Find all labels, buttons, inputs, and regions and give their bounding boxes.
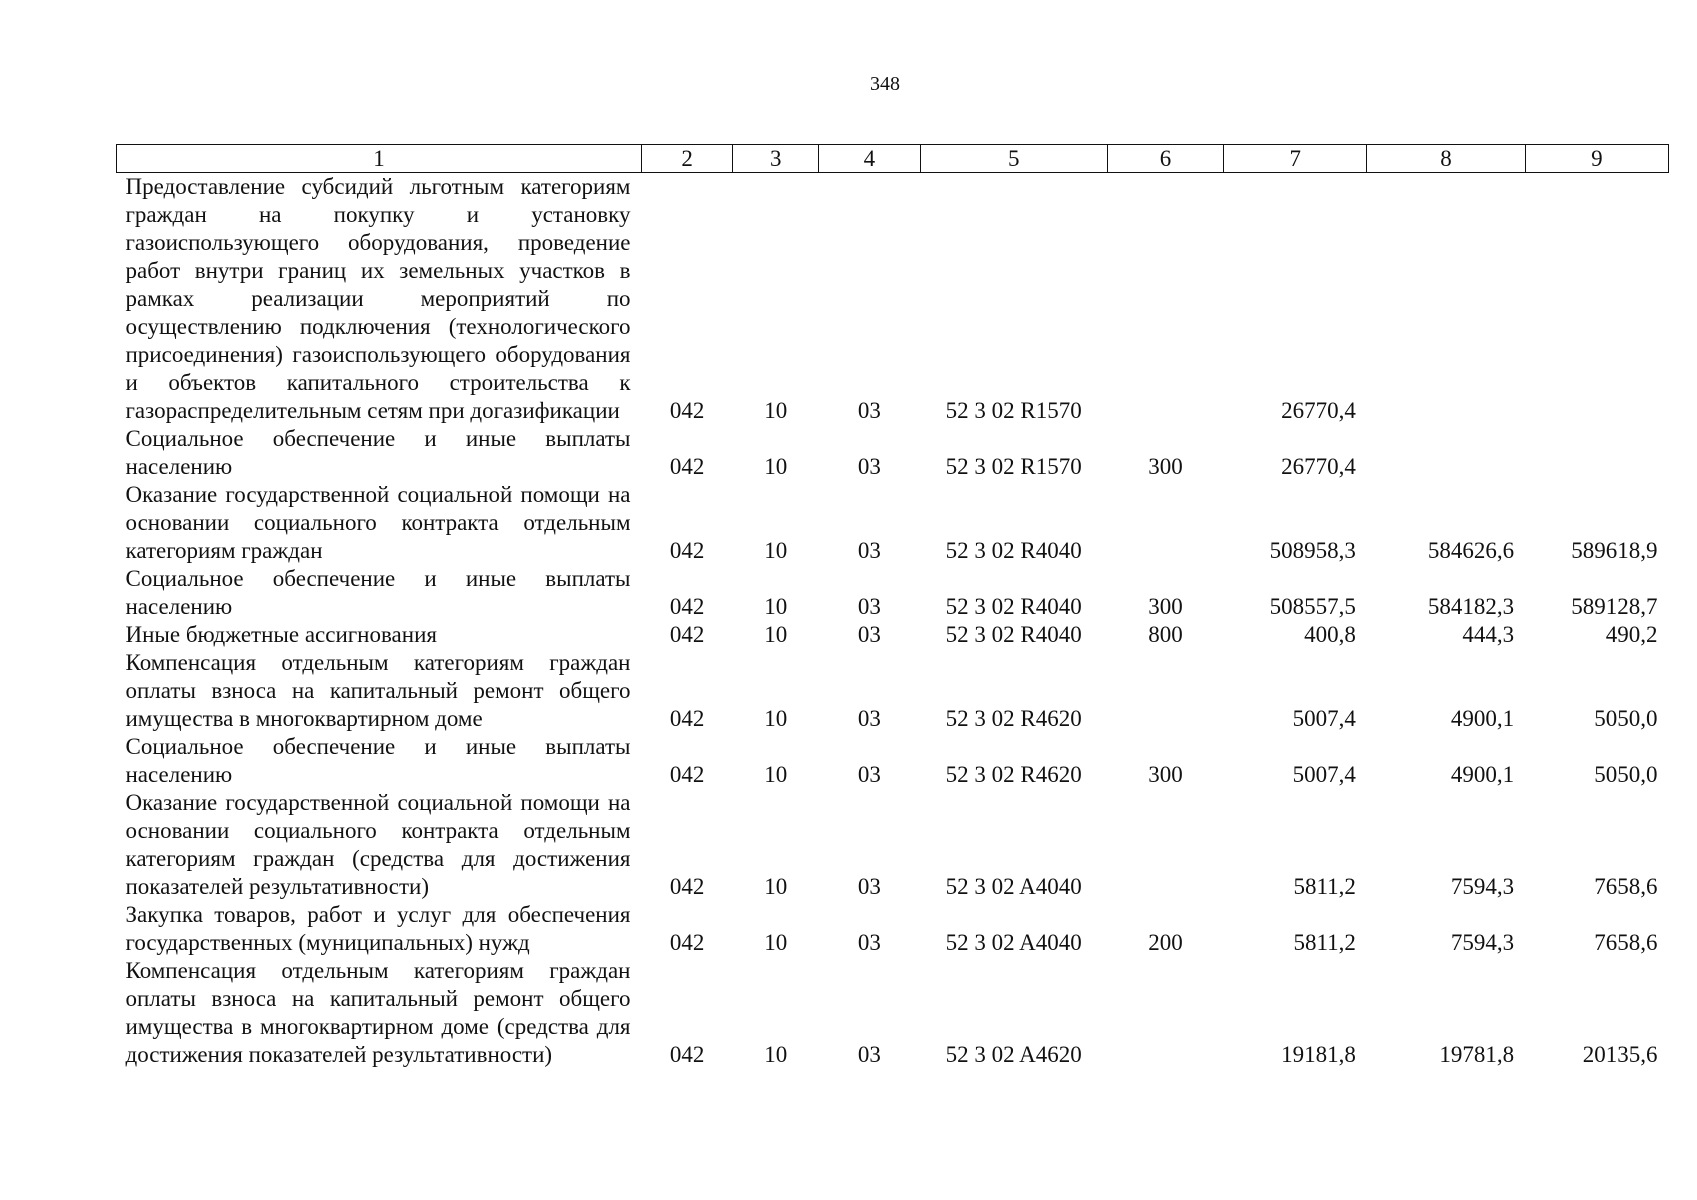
row-amount-year-2: 444,3 [1462, 622, 1515, 647]
row-admin-code: 042 [669, 1042, 705, 1067]
row-target-article: 52 3 02 A4040 [945, 874, 1082, 899]
row-amount-year-3: 20135,6 [1582, 1042, 1658, 1067]
header-col-7: 7 [1224, 145, 1367, 173]
header-col-9: 9 [1525, 145, 1668, 173]
row-description: Компенсация отдельным категориям граждан оплаты взноса на капитальный ремонт общего имущества в многоквартирном доме [125, 650, 631, 731]
row-amount-year-1: 5811,2 [1293, 930, 1356, 955]
table-row [117, 481, 1669, 565]
row-description: Социальное обеспечение и иные выплаты населению [125, 566, 631, 619]
row-expense-type [1107, 789, 1223, 901]
table-row [117, 425, 1669, 481]
row-section: 10 [764, 538, 788, 563]
row-target-article: 52 3 02 R1570 [945, 454, 1082, 479]
row-subsection: 03 [857, 538, 881, 563]
row-expense-type: 800 [1148, 622, 1183, 647]
row-subsection: 03 [857, 874, 881, 899]
header-col-5: 5 [920, 145, 1107, 173]
table-row [117, 901, 1669, 957]
table-header [117, 145, 1669, 173]
page-number: 348 [870, 73, 900, 95]
header-col-2: 2 [642, 145, 733, 173]
row-description: Социальное обеспечение и иные выплаты населению [125, 426, 631, 479]
row-amount-year-2: 4900,1 [1450, 762, 1515, 787]
row-amount-year-1: 5007,4 [1292, 706, 1356, 731]
row-amount-year-3: 589618,9 [1571, 538, 1658, 563]
row-description: Оказание государственной социальной помощи на основании социального контракта отдельным категориям граждан [125, 482, 631, 563]
row-target-article: 52 3 02 R4620 [945, 762, 1082, 787]
row-amount-year-3 [1525, 425, 1668, 481]
budget-table-container [116, 144, 1669, 1069]
row-description: Оказание государственной социальной помощи на основании социального контракта отдельным категориям граждан (средства для достижения показателей результативности) [125, 790, 631, 899]
row-amount-year-1: 19181,8 [1281, 1042, 1356, 1067]
row-subsection: 03 [857, 594, 881, 619]
row-subsection: 03 [857, 1042, 881, 1067]
row-target-article: 52 3 02 R4040 [945, 538, 1082, 563]
header-col-6: 6 [1107, 145, 1223, 173]
row-subsection: 03 [857, 930, 881, 955]
row-target-article: 52 3 02 R4040 [945, 622, 1082, 647]
row-subsection: 03 [857, 454, 881, 479]
table-row [117, 789, 1669, 901]
header-col-3: 3 [733, 145, 819, 173]
row-amount-year-1: 508557,5 [1269, 594, 1356, 619]
row-description: Предоставление субсидий льготным категориям граждан на покупку и установку газоиспользующего оборудования, проведение работ внутри границ их земельных участков в рамках реализации мероприятий по осуществлению подключения (технологического присоединения) газоиспользующего оборудования и объектов капитального строительства к газораспределительным сетям при догазификации [125, 174, 631, 423]
row-section: 10 [764, 594, 788, 619]
row-admin-code: 042 [669, 874, 705, 899]
row-amount-year-3: 490,2 [1605, 622, 1658, 647]
row-admin-code: 042 [669, 706, 705, 731]
header-col-4: 4 [819, 145, 920, 173]
row-admin-code: 042 [669, 622, 705, 647]
row-subsection: 03 [857, 706, 881, 731]
row-subsection: 03 [857, 398, 881, 423]
table-row [117, 733, 1669, 789]
row-subsection: 03 [857, 622, 881, 647]
table-body [117, 173, 1669, 1070]
row-target-article: 52 3 02 A4620 [945, 1042, 1082, 1067]
row-amount-year-1: 5811,2 [1293, 874, 1356, 899]
row-section: 10 [764, 398, 788, 423]
row-amount-year-1: 26770,4 [1281, 454, 1356, 479]
header-col-8: 8 [1367, 145, 1525, 173]
row-admin-code: 042 [669, 762, 705, 787]
row-section: 10 [764, 706, 788, 731]
header-row [117, 145, 1669, 173]
table-row [117, 649, 1669, 733]
row-amount-year-2: 7594,3 [1450, 930, 1515, 955]
row-expense-type [1107, 649, 1223, 733]
row-expense-type: 300 [1148, 454, 1183, 479]
row-description: Закупка товаров, работ и услуг для обеспечения государственных (муниципальных) нужд [125, 902, 631, 955]
row-amount-year-1: 26770,4 [1281, 398, 1356, 423]
row-amount-year-3: 5050,0 [1594, 706, 1658, 731]
row-section: 10 [764, 762, 788, 787]
row-amount-year-3: 7658,6 [1594, 874, 1658, 899]
row-expense-type [1107, 957, 1223, 1069]
row-admin-code: 042 [669, 398, 705, 423]
table-row [117, 173, 1669, 426]
row-target-article: 52 3 02 R4040 [945, 594, 1082, 619]
row-amount-year-2 [1367, 173, 1525, 426]
row-admin-code: 042 [669, 454, 705, 479]
row-amount-year-3: 5050,0 [1594, 762, 1658, 787]
row-amount-year-3: 589128,7 [1571, 594, 1658, 619]
row-amount-year-1: 5007,4 [1292, 762, 1356, 787]
row-expense-type [1107, 481, 1223, 565]
row-expense-type: 300 [1148, 762, 1183, 787]
row-target-article: 52 3 02 R4620 [945, 706, 1082, 731]
row-amount-year-3 [1525, 173, 1668, 426]
row-admin-code: 042 [669, 538, 705, 563]
row-description: Социальное обеспечение и иные выплаты населению [125, 734, 631, 787]
row-amount-year-2: 584182,3 [1427, 594, 1515, 619]
row-amount-year-1: 400,8 [1304, 622, 1356, 647]
row-amount-year-2: 4900,1 [1450, 706, 1515, 731]
row-expense-type: 300 [1148, 594, 1183, 619]
row-section: 10 [764, 930, 788, 955]
row-amount-year-3: 7658,6 [1594, 930, 1658, 955]
header-col-1: 1 [117, 145, 642, 173]
row-expense-type [1107, 173, 1223, 426]
row-target-article: 52 3 02 A4040 [945, 930, 1082, 955]
row-subsection: 03 [857, 762, 881, 787]
row-expense-type: 200 [1148, 930, 1183, 955]
table-row [117, 621, 1669, 649]
row-amount-year-2 [1367, 425, 1525, 481]
row-admin-code: 042 [669, 930, 705, 955]
table-row [117, 565, 1669, 621]
row-description: Иные бюджетные ассигнования [125, 622, 437, 647]
row-admin-code: 042 [669, 594, 705, 619]
row-section: 10 [764, 454, 788, 479]
row-section: 10 [764, 874, 788, 899]
row-amount-year-2: 584626,6 [1427, 538, 1515, 563]
budget-table [116, 144, 1669, 1069]
row-description: Компенсация отдельным категориям граждан оплаты взноса на капитальный ремонт общего имущества в многоквартирном доме (средства для достижения показателей результативности) [125, 958, 631, 1067]
row-section: 10 [764, 1042, 788, 1067]
row-amount-year-2: 19781,8 [1439, 1042, 1515, 1067]
row-target-article: 52 3 02 R1570 [945, 398, 1082, 423]
table-row [117, 957, 1669, 1069]
row-section: 10 [764, 622, 788, 647]
row-amount-year-2: 7594,3 [1450, 874, 1515, 899]
row-amount-year-1: 508958,3 [1269, 538, 1356, 563]
